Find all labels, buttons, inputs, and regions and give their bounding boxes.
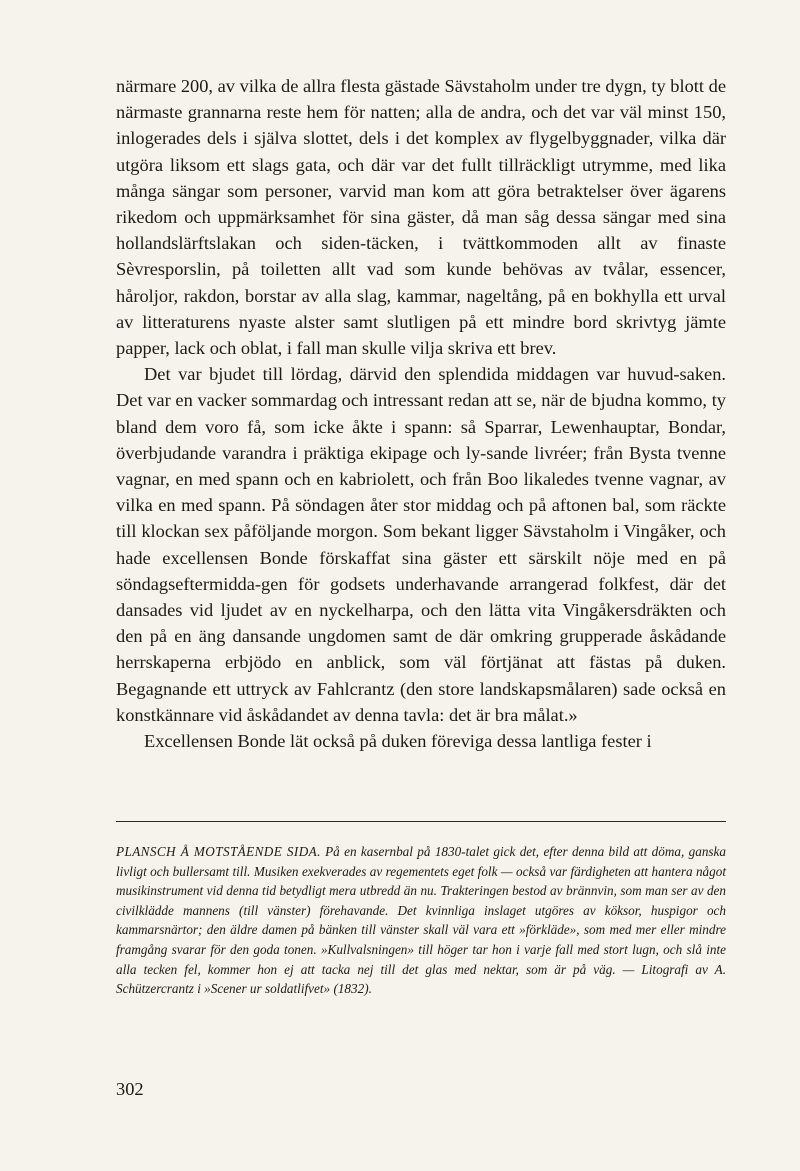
caption-divider (116, 821, 726, 822)
page-body (116, 73, 726, 754)
paragraph-1: närmare 200, av vilka de allra flesta gästade Sävstaholm under tre dygn, ty blott de närmaste grannarna reste hem för natten; alla de andra, och det var väl minst 150, inlogerades dels i själva slottet, dels i det komplex av flygelbyggnader, vilka där utgöra liksom ett slags gata, och där var det fullt tillräckligt utrymme, med lika många sängar som personer, varvid man kom att göra betraktelser över ägarens rikedom och uppmärksamhet för sina gäster, då man såg dessa sängar med sina hollandslärftslakan och siden-täcken, i tvättkommoden allt av finaste Sèvresporslin, på toiletten allt vad som kunde behövas av tvålar, essencer, håroljor, rakdon, borstar av alla slag, kammar, nageltång, på en bokhylla ett urval av litteraturens nyaste alster samt slutligen på ett mindre bord skrivtyg jämte papper, lack och oblat, i fall man skulle vilja skriva ett brev. (116, 76, 726, 359)
caption-lead: PLANSCH Å MOTSTÅENDE SIDA. (116, 844, 321, 859)
paragraph-2: Det var bjudet till lördag, därvid den splendida middagen var huvud-saken. Det var en vacker sommardag och intressant redan att se, när de bjudna kommo, ty bland dem voro få, som icke åkte i spann: så Sparrar, Lewenhauptar, Bondar, överbjudande varandra i präktiga ekipage och ly-sande livréer; från Bysta tvenne vagnar, en med spann och en kabriolett, och från Boo likaledes tvenne vagnar, av vilka en med spann. På söndagen åter stor middag och på aftonen bal, som räckte till klockan sex påföljande morgon. Som bekant ligger Sävstaholm i Vingåker, och hade excellensen Bonde förskaffat sina gäster ett särskilt nöje med en på söndagseftermidda-gen för godsets underhavande arrangerad folkfest, där det dansades vid ljudet av en nyckelharpa, och den lätta vita Vingåkersdräkten och den på en äng dansande ungdomen samt de där omkring grupperade åskådande herrskaperna erbjödo en anblick, som väl förtjänat att fästas på duken. Begagnande ett uttryck av Fahlcrantz (den store landskapsmålaren) sade också en konstkännare vid åskådandet av denna tavla: det är bra målat.» (116, 364, 726, 725)
paragraph-3: Excellensen Bonde lät också på duken föreviga dessa lantliga fester i (144, 731, 652, 752)
body-text (116, 73, 726, 754)
page-number: 302 (116, 1079, 144, 1099)
caption-text: På en kasernbal på 1830-talet gick det, efter denna bild att döma, ganska livligt och bullersamt till. Musiken exekverades av regementets eget folk — också var färdigheten att hantera något musikinstrument vid denna tid betydligt mera utbredd än nu. Trakteringen bestod av brännvin, som man ser av den civilklädde mannens (till vänster) förehavande. Det kvinnliga inslaget utgöres av köksor, huspigor och kammarsnärtor; den äldre damen på bänken till vänster skall väl vara ett »förkläde», som med mer eller mindre framgång svarar för den goda tonen. »Kullvalsningen» till höger tar hon i varje fall med stort lugn, och slå inte alla tecken fel, kommer hon ej att tacka nej till det glas med nektar, som är på väg. — Litografi av A. Schützercrantz i »Scener ur soldatlifvet» (1832). (116, 844, 726, 997)
plate-caption (116, 842, 726, 999)
